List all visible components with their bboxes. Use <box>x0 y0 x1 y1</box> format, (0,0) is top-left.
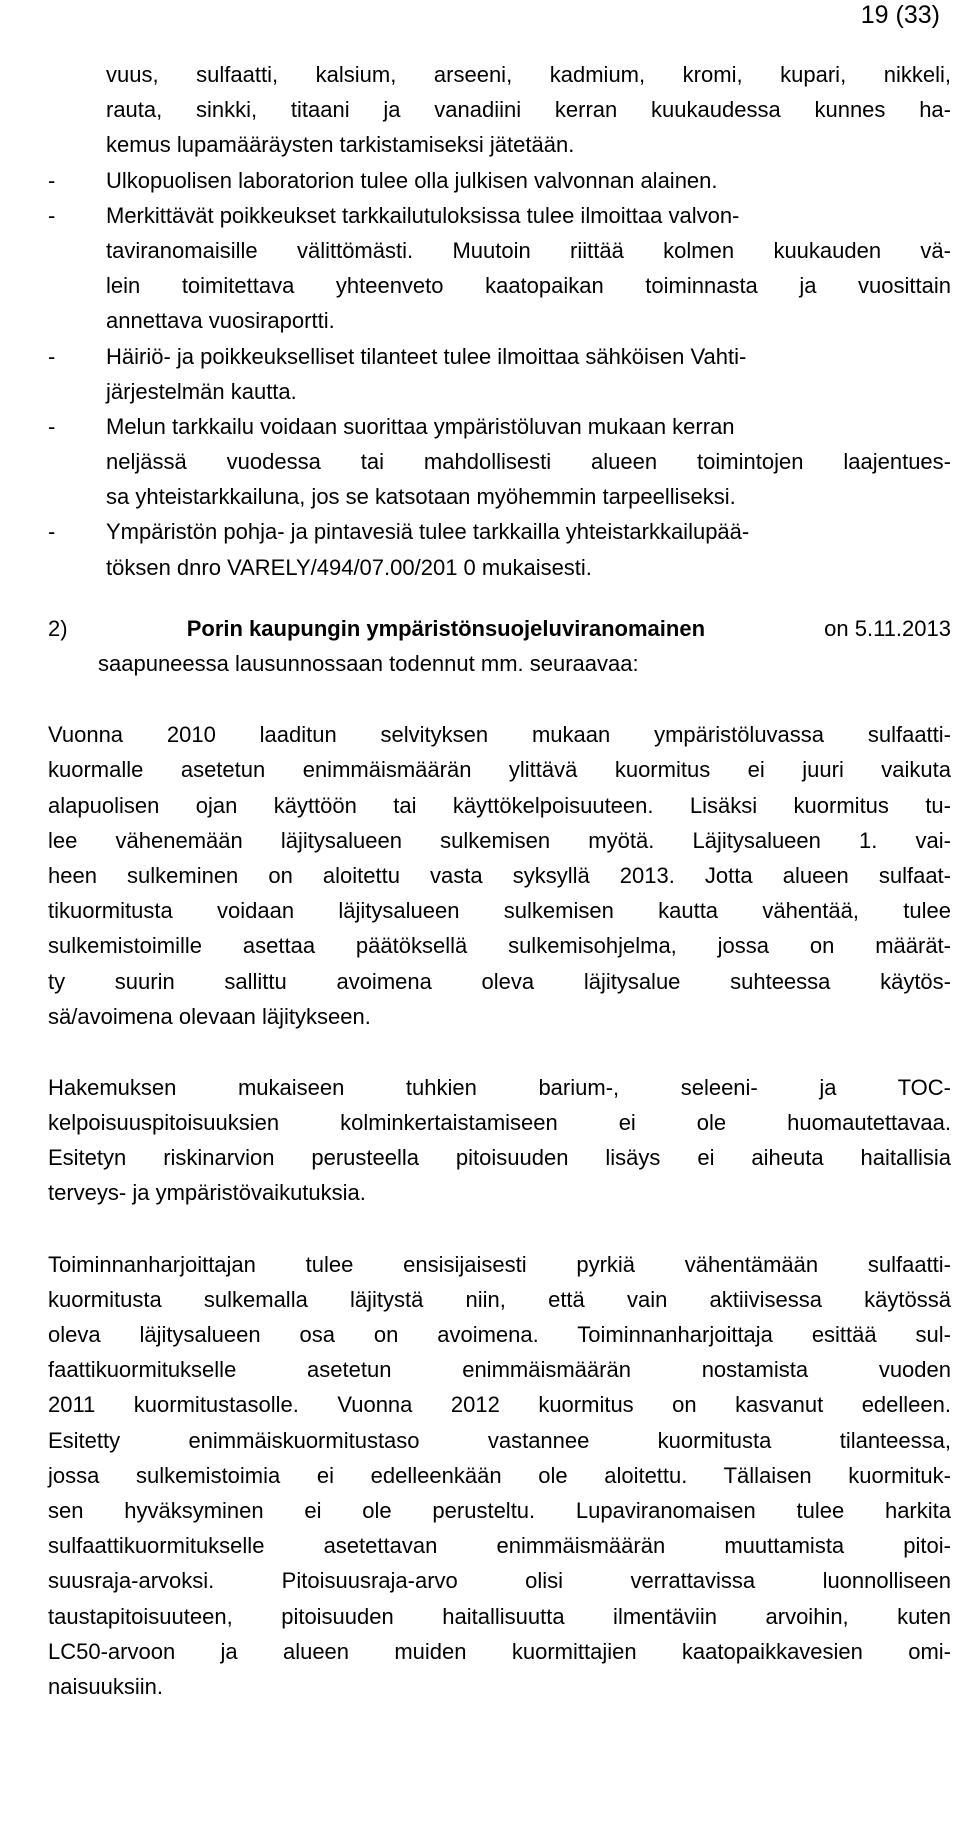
bullet-dash: - <box>48 202 56 228</box>
text-line: Ympäristön pohja- ja pintavesiä tulee tarkkailla yhteistarkkailupää- <box>106 519 750 545</box>
text-line: kelpoisuuspitoisuuksien kolminkertaistamiseen ei ole huomautettavaa. <box>48 1110 951 1136</box>
text-line: vuus, sulfaatti, kalsium, arseeni, kadmium, kromi, kupari, nikkeli, <box>106 62 951 87</box>
text-line: LC50-arvoon ja alueen muiden kuormittajien kaatopaikkavesien omi- <box>48 1638 951 1664</box>
text-line: annettava vuosiraportti. <box>106 308 335 334</box>
text-line: töksen dnro VARELY/494/07.00/201 0 mukaisesti. <box>106 554 592 580</box>
text-line: naisuuksiin. <box>48 1673 163 1699</box>
text-line: sulkemistoimille asettaa päätöksellä sulkemisohjelma, jossa on määrät- <box>48 933 951 959</box>
text-line: terveys- ja ympäristövaikutuksia. <box>48 1180 366 1206</box>
text-fragment: on 5.11.2013 <box>824 615 951 641</box>
text-line: kuormitusta sulkemalla läjitystä niin, että vain aktiivisessa käytössä <box>48 1286 951 1312</box>
text-line: järjestelmän kautta. <box>106 378 297 404</box>
text-line: sulfaattikuormitukselle asetettavan enimmäismäärän muuttamista pitoi- <box>48 1533 951 1559</box>
paragraph-2 <box>48 1070 951 1211</box>
bullet-list <box>48 163 951 585</box>
paragraph-1 <box>48 717 951 1034</box>
text-line: sen hyväksyminen ei ole perusteltu. Lupaviranomaisen tulee harkita <box>48 1497 951 1523</box>
text-line: neljässä vuodessa tai mahdollisesti alueen toimintojen laajentues- <box>106 449 951 475</box>
bullet-item <box>48 163 951 198</box>
text-line: Toiminnanharjoittajan tulee ensisijaisesti pyrkiä vähentämään sulfaatti- <box>48 1251 951 1277</box>
text-line: tikuormitusta voidaan läjitysalueen sulkemisen kautta vähentää, tulee <box>48 898 951 924</box>
bullet-dash: - <box>48 343 56 369</box>
bullet-item <box>48 198 951 339</box>
text-line: jossa sulkemistoimia ei edelleenkään ole aloitettu. Tällaisen kuormituk- <box>48 1462 951 1488</box>
text-line: Esitetty enimmäiskuormitustaso vastannee kuormitusta tilanteessa, <box>48 1427 951 1453</box>
text-line: alapuolisen ojan käyttöön tai käyttökelpoisuuteen. Lisäksi kuormitus tu- <box>48 792 951 818</box>
text-line: suusraja-arvoksi. Pitoisuusraja-arvo olisi verrattavissa luonnolliseen <box>48 1568 951 1594</box>
text-line: Vuonna 2010 laaditun selvityksen mukaan ympäristöluvassa sulfaatti- <box>48 722 951 748</box>
text-line: sa yhteistarkkailuna, jos se katsotaan myöhemmin tarpeelliseksi. <box>106 484 736 510</box>
text-line: saapuneessa lausunnossaan todennut mm. seuraavaa: <box>98 651 639 676</box>
text-line: faattikuormitukselle asetetun enimmäismäärän nostamista vuoden <box>48 1357 951 1383</box>
bullet-dash: - <box>48 413 56 439</box>
text-line: Esitetyn riskinarvion perusteella pitoisuuden lisäys ei aiheuta haitallisia <box>48 1145 951 1171</box>
text-line: oleva läjitysalueen osa on avoimena. Toiminnanharjoittaja esittää sul- <box>48 1322 951 1347</box>
text-line: lee vähenemään läjitysalueen sulkemisen myötä. Läjitysalueen 1. vai- <box>48 827 951 853</box>
text-line: Hakemuksen mukaiseen tuhkien barium-, seleeni- ja TOC- <box>48 1074 951 1100</box>
text-line: heen sulkeminen on aloitettu vasta syksyllä 2013. Jotta alueen sulfaat- <box>48 862 951 888</box>
text-line: lein toimitettava yhteenveto kaatopaikan toiminnasta ja vuosittain <box>106 273 951 299</box>
text-line: taustapitoisuuteen, pitoisuuden haitallisuutta ilmentäviin arvoihin, kuten <box>48 1603 951 1629</box>
paragraph-3 <box>48 1247 951 1704</box>
bullet-item <box>48 514 951 584</box>
text-line: taviranomaisille välittömästi. Muutoin riittää kolmen kuukauden vä- <box>106 237 951 263</box>
text-line: kuormalle asetetun enimmäismäärän ylittävä kuormitus ei juuri vaikuta <box>48 757 951 783</box>
bullet-dash: - <box>48 167 56 193</box>
bullet-item <box>48 409 951 515</box>
numbered-item-2 <box>48 611 951 681</box>
text-line: ty suurin sallittu avoimena oleva läjitysalue suhteessa käytös- <box>48 968 951 994</box>
item1-continuation <box>48 57 951 163</box>
document-body <box>48 57 951 1704</box>
text-line: Merkittävät poikkeukset tarkkailutuloksissa tulee ilmoittaa valvon- <box>106 202 740 228</box>
text-line: rauta, sinkki, titaani ja vanadiini kerran kuukaudessa kunnes ha- <box>106 97 951 123</box>
item-number: 2) <box>48 615 68 641</box>
text-line: Melun tarkkailu voidaan suorittaa ympäristöluvan mukaan kerran <box>106 413 735 439</box>
authority-name: Porin kaupungin ympäristönsuojeluviranomainen <box>186 615 706 641</box>
text-line: sä/avoimena olevaan läjitykseen. <box>48 1003 371 1029</box>
bullet-item <box>48 339 951 409</box>
page-number: 19 (33) <box>860 1 940 29</box>
text-line: Ulkopuolisen laboratorion tulee olla julkisen valvonnan alainen. <box>106 167 718 193</box>
bullet-dash: - <box>48 519 56 545</box>
text-line: kemus lupamääräysten tarkistamiseksi jätetään. <box>106 132 575 158</box>
text-line: Häiriö- ja poikkeukselliset tilanteet tulee ilmoittaa sähköisen Vahti- <box>106 343 747 369</box>
text-line: 2011 kuormitustasolle. Vuonna 2012 kuormitus on kasvanut edelleen. <box>48 1392 951 1418</box>
